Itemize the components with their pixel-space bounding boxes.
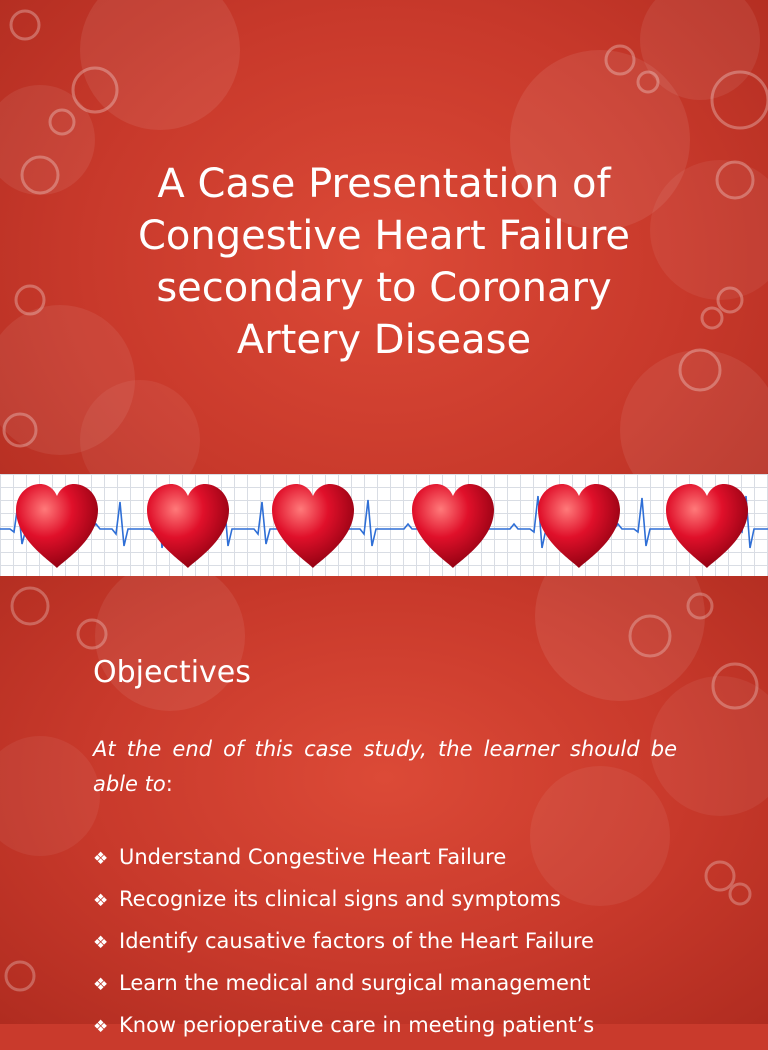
bullet-text: Know perioperative care in meeting patient’s <box>119 1013 595 1037</box>
objectives-list <box>93 840 733 1050</box>
intro-colon: : <box>165 772 173 796</box>
bullet-text: Understand Congestive Heart Failure <box>119 845 507 869</box>
title-line: Artery Disease <box>236 317 532 363</box>
heart-icon <box>412 484 494 568</box>
heart-icon <box>147 484 229 568</box>
diamond-bullet-icon: ❖ <box>93 975 109 995</box>
intro-italic-text: At the end of this case study, the learner should be able to <box>93 737 677 796</box>
list-item <box>93 924 733 966</box>
objectives-heading: Objectives <box>93 655 251 690</box>
bullet-text: Learn the medical and surgical management <box>119 971 591 995</box>
diamond-bullet-icon: ❖ <box>93 933 109 953</box>
list-item <box>93 966 733 1008</box>
title-line: Congestive Heart Failure <box>137 213 631 259</box>
heart-icon <box>538 484 620 568</box>
title-line: secondary to Coronary <box>156 265 612 311</box>
ecg-heart-banner <box>0 474 768 576</box>
list-item <box>93 882 733 924</box>
list-item <box>93 1008 733 1050</box>
heart-icon <box>666 484 748 568</box>
list-item <box>93 840 733 882</box>
title-line: A Case Presentation of <box>157 161 611 207</box>
heart-icon <box>16 484 98 568</box>
diamond-bullet-icon: ❖ <box>93 891 109 911</box>
ecg-trace <box>0 496 768 548</box>
diamond-bullet-icon: ❖ <box>93 1017 109 1037</box>
presentation-title <box>60 158 708 366</box>
objectives-intro <box>93 732 677 802</box>
bullet-text: Recognize its clinical signs and symptoms <box>119 887 561 911</box>
bullet-text: Identify causative factors of the Heart Failure <box>119 929 594 953</box>
diamond-bullet-icon: ❖ <box>93 849 109 869</box>
heart-icon <box>272 484 354 568</box>
